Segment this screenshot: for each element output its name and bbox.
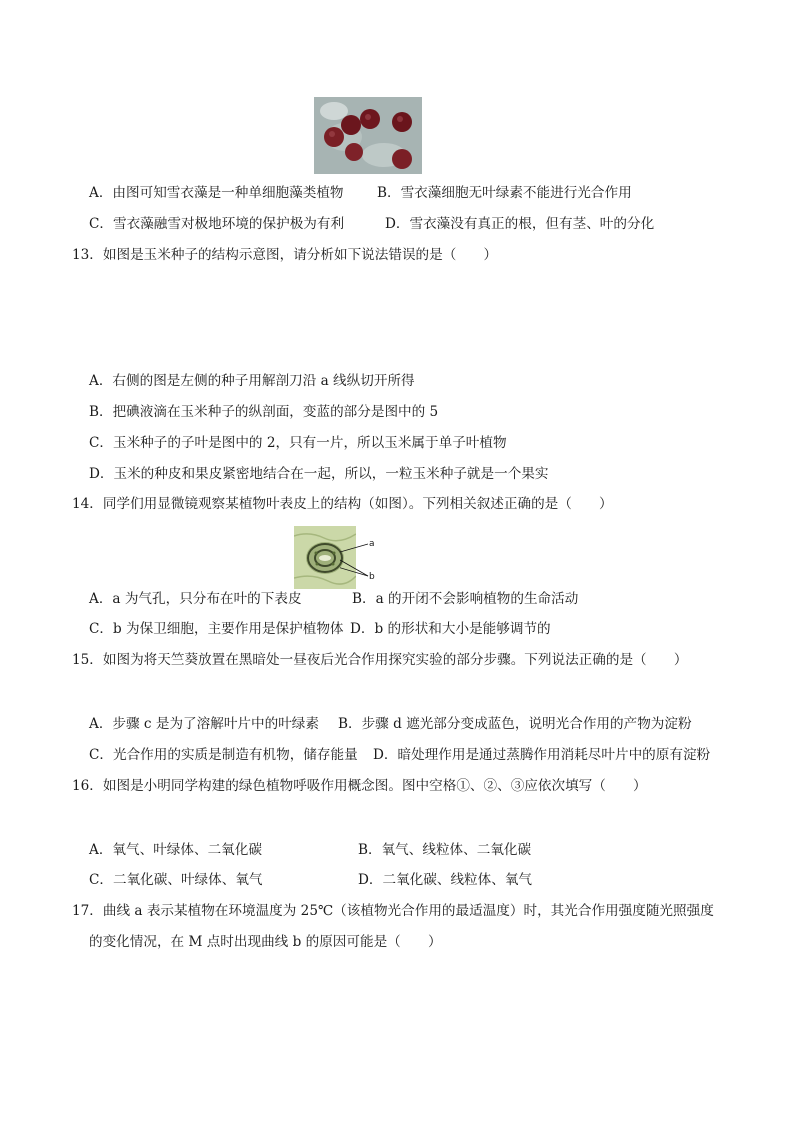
q13-option-a: A．右侧的图是左侧的种子用解剖刀沿 a 线纵切开所得: [89, 373, 415, 389]
q13-stem: 13．如图是玉米种子的结构示意图，请分析如下说法错误的是（ ）: [72, 247, 498, 263]
q16-option-b: B．氧气、线粒体、二氧化碳: [358, 842, 532, 858]
q14-option-d: D．b 的形状和大小是能够调节的: [350, 621, 551, 637]
q12-option-a: A．由图可知雪衣藻是一种单细胞藻类植物: [89, 185, 344, 201]
q15-option-a: A．步骤 c 是为了溶解叶片中的叶绿素: [89, 716, 319, 732]
q12-option-d: D．雪衣藻没有真正的根，但有茎、叶的分化: [385, 216, 655, 232]
q16-option-d: D．二氧化碳、线粒体、氧气: [358, 872, 533, 888]
q17-stem-line1: 17．曲线 a 表示某植物在环境温度为 25℃（该植物光合作用的最适温度）时，其光合作用强度随光照强度: [72, 903, 714, 919]
snow-algae-cells-image: [314, 97, 422, 174]
q13-option-d: D．玉米的种皮和果皮紧密地结合在一起，所以，一粒玉米种子就是一个果实: [89, 466, 549, 482]
q15-option-d: D．暗处理作用是通过蒸腾作用消耗尽叶片中的原有淀粉: [373, 747, 711, 763]
q15-stem: 15．如图为将天竺葵放置在黑暗处一昼夜后光合作用探究实验的部分步骤。下列说法正确的是（ ）: [72, 652, 688, 668]
q14-option-b: B．a 的开闭不会影响植物的生命活动: [352, 591, 579, 607]
q15-option-b: B．步骤 d 遮光部分变成蓝色，说明光合作用的产物为淀粉: [338, 716, 692, 732]
stoma-label-b: b: [369, 572, 375, 582]
q14-option-a: A．a 为气孔，只分布在叶的下表皮: [89, 591, 302, 607]
q16-option-c: C．二氧化碳、叶绿体、氧气: [89, 872, 263, 888]
snow-algae-micrograph: [314, 97, 422, 174]
q16-stem: 16．如图是小明同学构建的绿色植物呼吸作用概念图。图中空格①、②、③应依次填写（ ）: [72, 778, 647, 794]
q14-option-c: C．b 为保卫细胞，主要作用是保护植物体: [89, 621, 344, 637]
q12-option-c: C．雪衣藻融雪对极地环境的保护极为有利: [89, 216, 345, 232]
q16-option-a: A．氧气、叶绿体、二氧化碳: [89, 842, 262, 858]
q17-stem-line2: 的变化情况，在 M 点时出现曲线 b 的原因可能是（ ）: [89, 934, 442, 950]
q15-option-c: C．光合作用的实质是制造有机物，储存能量: [89, 747, 358, 763]
q14-stem: 14．同学们用显微镜观察某植物叶表皮上的结构（如图）。下列相关叙述正确的是（ ）: [72, 496, 613, 512]
q13-option-b: B．把碘液滴在玉米种子的纵剖面，变蓝的部分是图中的 5: [89, 404, 439, 420]
stoma-label-a: a: [369, 539, 375, 549]
q13-option-c: C．玉米种子的子叶是图中的 2，只有一片，所以玉米属于单子叶植物: [89, 435, 507, 451]
q12-option-b: B．雪衣藻细胞无叶绿素不能进行光合作用: [377, 185, 632, 201]
